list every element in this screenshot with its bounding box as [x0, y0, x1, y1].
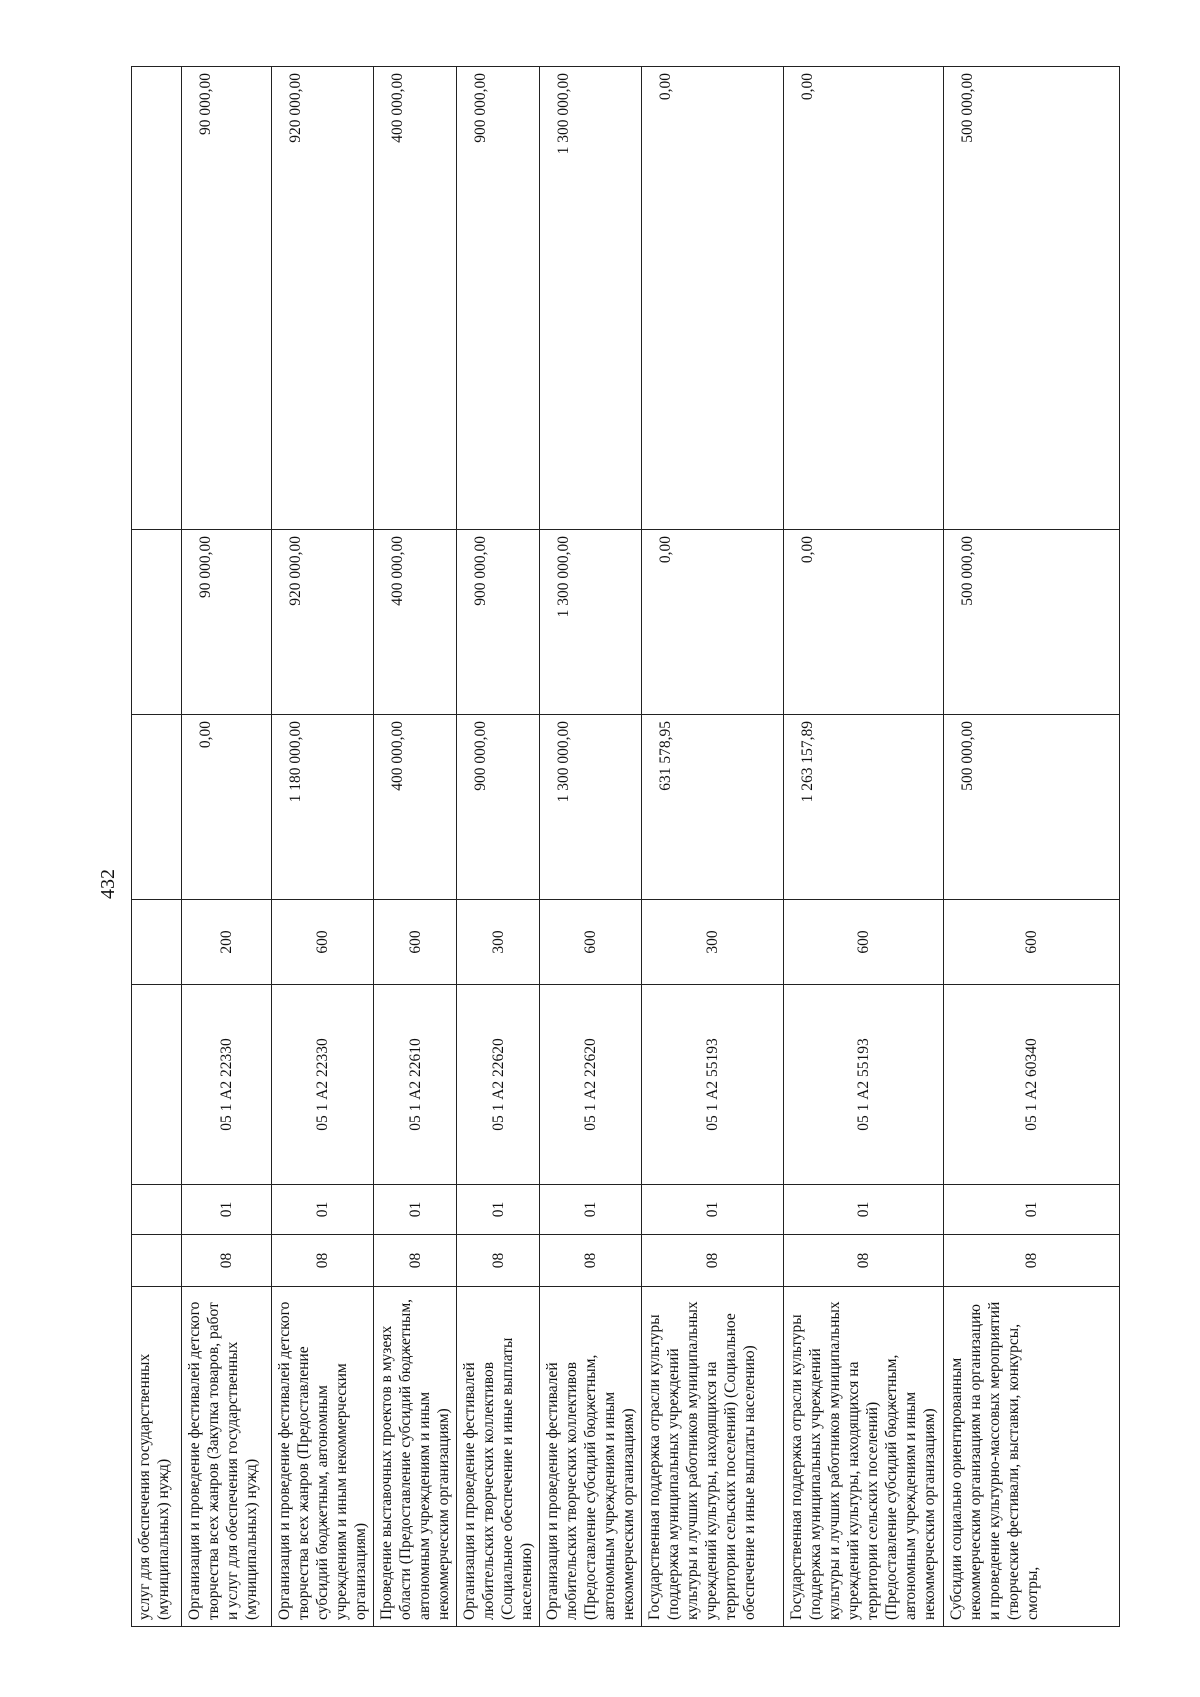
row-target-article-cell: 05 1 А2 22330: [182, 985, 272, 1185]
row-amount-year3-cell: 90 000,00: [182, 67, 272, 530]
row-subsection-cell: 01: [540, 1185, 642, 1235]
row-amount-year3-cell: 500 000,00: [944, 67, 1120, 530]
row-amount-year1-cell: 500 000,00: [944, 715, 1120, 900]
budget-table-rotated: [131, 67, 1081, 1627]
row-amount-year1-cell: 900 000,00: [457, 715, 540, 900]
table-row: [272, 67, 374, 1627]
row-subsection-cell: 01: [642, 1185, 784, 1235]
row-target-article-cell: 05 1 А2 22610: [374, 985, 457, 1185]
row-amount-year2-cell: [132, 530, 182, 715]
row-amount-year2-cell: 900 000,00: [457, 530, 540, 715]
row-target-article-cell: 05 1 А2 55193: [642, 985, 784, 1185]
row-section-cell: 08: [784, 1235, 944, 1287]
row-name-cell: Государственная поддержка отрасли культуры (поддержка муниципальных учреждений культуры и лучших работников муниципальных учреждений культуры, находящихся на территории сельских поселений) (Социальное обеспечение и иные выплаты населению): [642, 1287, 784, 1627]
table-row: [642, 67, 784, 1627]
row-expense-type-cell: 600: [784, 900, 944, 985]
row-amount-year1-cell: 1 263 157,89: [784, 715, 944, 900]
row-amount-year2-cell: 920 000,00: [272, 530, 374, 715]
row-target-article-cell: 05 1 А2 22620: [540, 985, 642, 1185]
row-name-cell: Организация и проведение фестивалей любительских творческих коллективов (Предоставление субсидий бюджетным, автономным учреждениям и иным некоммерческим организациям): [540, 1287, 642, 1627]
row-section-cell: 08: [374, 1235, 457, 1287]
row-amount-year3-cell: 900 000,00: [457, 67, 540, 530]
row-amount-year3-cell: 0,00: [784, 67, 944, 530]
budget-table: [131, 66, 1120, 1627]
row-amount-year3-cell: 0,00: [642, 67, 784, 530]
row-amount-year2-cell: 0,00: [642, 530, 784, 715]
row-amount-year2-cell: 90 000,00: [182, 530, 272, 715]
row-amount-year2-cell: 0,00: [784, 530, 944, 715]
row-name-cell: Субсидии социально ориентированным некоммерческим организациям на организацию и проведение культурно-массовых мероприятий (творческие фестивали, выставки, конкурсы, смотры,: [944, 1287, 1120, 1627]
table-row: [182, 67, 272, 1627]
row-expense-type-cell: 600: [944, 900, 1120, 985]
row-amount-year1-cell: 400 000,00: [374, 715, 457, 900]
row-amount-year1-cell: [132, 715, 182, 900]
row-name-cell: услуг для обеспечения государственных (муниципальных) нужд): [132, 1287, 182, 1627]
row-section-cell: 08: [642, 1235, 784, 1287]
row-name-cell: Организация и проведение фестивалей детского творчества всех жанров (Предоставление субсидий бюджетным, автономным учреждениям и иным некоммерческим организациям): [272, 1287, 374, 1627]
row-amount-year1-cell: 1 180 000,00: [272, 715, 374, 900]
table-row: [374, 67, 457, 1627]
row-subsection-cell: 01: [784, 1185, 944, 1235]
row-target-article-cell: 05 1 А2 55193: [784, 985, 944, 1185]
row-amount-year2-cell: 1 300 000,00: [540, 530, 642, 715]
row-expense-type-cell: 600: [540, 900, 642, 985]
row-expense-type-cell: 600: [272, 900, 374, 985]
row-amount-year3-cell: 920 000,00: [272, 67, 374, 530]
row-name-cell: Организация и проведение фестивалей любительских творческих коллективов (Социальное обеспечение и иные выплаты населению): [457, 1287, 540, 1627]
row-target-article-cell: [132, 985, 182, 1185]
row-name-cell: Организация и проведение фестивалей детского творчества всех жанров (Закупка товаров, работ и услуг для обеспечения государственных (муниципальных) нужд): [182, 1287, 272, 1627]
row-amount-year1-cell: 631 578,95: [642, 715, 784, 900]
row-amount-year2-cell: 400 000,00: [374, 530, 457, 715]
row-section-cell: 08: [272, 1235, 374, 1287]
row-amount-year3-cell: [132, 67, 182, 530]
table-row: [784, 67, 944, 1627]
table-row: [457, 67, 540, 1627]
table-row: [540, 67, 642, 1627]
row-subsection-cell: [132, 1185, 182, 1235]
row-amount-year3-cell: 400 000,00: [374, 67, 457, 530]
table-row: [944, 67, 1120, 1627]
row-name-cell: Государственная поддержка отрасли культуры (поддержка муниципальных учреждений культуры и лучших работников муниципальных учреждений культуры, находящихся на территории сельских поселений) (Предоставление субсидий бюджетным, автономным учреждениям и иным некоммерческим организациям): [784, 1287, 944, 1627]
page-number: 432: [97, 869, 119, 899]
table-row: [132, 67, 182, 1627]
row-expense-type-cell: 200: [182, 900, 272, 985]
row-expense-type-cell: 600: [374, 900, 457, 985]
row-section-cell: 08: [540, 1235, 642, 1287]
row-subsection-cell: 01: [374, 1185, 457, 1235]
row-name-cell: Проведение выставочных проектов в музеях области (Предоставление субсидий бюджетным, автономным учреждениям и иным некоммерческим организациям): [374, 1287, 457, 1627]
row-target-article-cell: 05 1 А2 22330: [272, 985, 374, 1185]
row-subsection-cell: 01: [182, 1185, 272, 1235]
row-amount-year1-cell: 1 300 000,00: [540, 715, 642, 900]
row-amount-year1-cell: 0,00: [182, 715, 272, 900]
row-amount-year3-cell: 1 300 000,00: [540, 67, 642, 530]
row-target-article-cell: 05 1 А2 60340: [944, 985, 1120, 1185]
row-section-cell: 08: [944, 1235, 1120, 1287]
row-target-article-cell: 05 1 А2 22620: [457, 985, 540, 1185]
row-section-cell: 08: [457, 1235, 540, 1287]
row-subsection-cell: 01: [272, 1185, 374, 1235]
row-expense-type-cell: 300: [457, 900, 540, 985]
row-section-cell: [132, 1235, 182, 1287]
row-subsection-cell: 01: [457, 1185, 540, 1235]
row-amount-year2-cell: 500 000,00: [944, 530, 1120, 715]
row-subsection-cell: 01: [944, 1185, 1120, 1235]
row-section-cell: 08: [182, 1235, 272, 1287]
row-expense-type-cell: [132, 900, 182, 985]
row-expense-type-cell: 300: [642, 900, 784, 985]
